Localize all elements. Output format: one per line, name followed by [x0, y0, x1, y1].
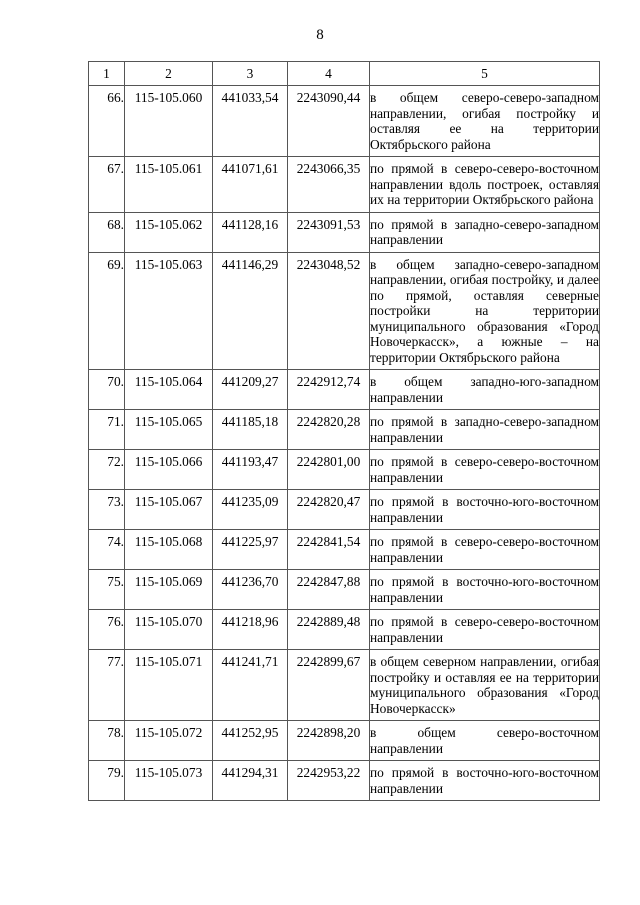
row-number: 66.	[89, 86, 125, 157]
row-number: 68.	[89, 212, 125, 252]
table-row	[89, 721, 600, 761]
header-col-3: 3	[213, 62, 288, 86]
row-number: 76.	[89, 610, 125, 650]
x-coordinate: 441209,27	[213, 370, 288, 410]
boundary-description: по прямой в западно-северо-западном направлении	[370, 212, 600, 252]
boundary-description: в общем северо-северо-западном направлении, огибая постройку и оставляя ее на территории Октябрьского района	[370, 86, 600, 157]
y-coordinate: 2243066,35	[288, 157, 370, 213]
point-id: 115-105.063	[125, 252, 213, 370]
boundary-description: в общем северо-восточном направлении	[370, 721, 600, 761]
row-number: 67.	[89, 157, 125, 213]
row-number: 73.	[89, 490, 125, 530]
y-coordinate: 2242820,28	[288, 410, 370, 450]
x-coordinate: 441185,18	[213, 410, 288, 450]
header-col-2: 2	[125, 62, 213, 86]
row-number: 71.	[89, 410, 125, 450]
x-coordinate: 441241,71	[213, 650, 288, 721]
table-row	[89, 370, 600, 410]
y-coordinate: 2243048,52	[288, 252, 370, 370]
point-id: 115-105.070	[125, 610, 213, 650]
point-id: 115-105.073	[125, 761, 213, 801]
table-row	[89, 530, 600, 570]
y-coordinate: 2242847,88	[288, 570, 370, 610]
boundary-description: в общем северном направлении, огибая постройку и оставляя ее на территории муниципального образования «Город Новочеркасск»	[370, 650, 600, 721]
boundary-description: по прямой в восточно-юго-восточном направлении	[370, 761, 600, 801]
row-number: 74.	[89, 530, 125, 570]
boundary-description: по прямой в восточно-юго-восточном направлении	[370, 490, 600, 530]
boundary-coordinates-table	[88, 61, 600, 801]
boundary-description: по прямой в северо-северо-восточном направлении	[370, 450, 600, 490]
row-number: 75.	[89, 570, 125, 610]
y-coordinate: 2242841,54	[288, 530, 370, 570]
y-coordinate: 2242898,20	[288, 721, 370, 761]
table-row	[89, 450, 600, 490]
x-coordinate: 441146,29	[213, 252, 288, 370]
table-row	[89, 610, 600, 650]
table-header-row	[89, 62, 600, 86]
boundary-description: по прямой в северо-северо-восточном направлении вдоль построек, оставляя их на территории Октябрьского района	[370, 157, 600, 213]
x-coordinate: 441294,31	[213, 761, 288, 801]
table-row	[89, 761, 600, 801]
x-coordinate: 441193,47	[213, 450, 288, 490]
x-coordinate: 441236,70	[213, 570, 288, 610]
x-coordinate: 441033,54	[213, 86, 288, 157]
y-coordinate: 2242953,22	[288, 761, 370, 801]
y-coordinate: 2242912,74	[288, 370, 370, 410]
table-row	[89, 157, 600, 213]
point-id: 115-105.061	[125, 157, 213, 213]
x-coordinate: 441225,97	[213, 530, 288, 570]
y-coordinate: 2243091,53	[288, 212, 370, 252]
point-id: 115-105.068	[125, 530, 213, 570]
point-id: 115-105.066	[125, 450, 213, 490]
row-number: 78.	[89, 721, 125, 761]
x-coordinate: 441218,96	[213, 610, 288, 650]
boundary-description: в общем западно-юго-западном направлении	[370, 370, 600, 410]
row-number: 79.	[89, 761, 125, 801]
row-number: 72.	[89, 450, 125, 490]
point-id: 115-105.065	[125, 410, 213, 450]
point-id: 115-105.069	[125, 570, 213, 610]
table-row	[89, 490, 600, 530]
x-coordinate: 441128,16	[213, 212, 288, 252]
point-id: 115-105.062	[125, 212, 213, 252]
header-col-1: 1	[89, 62, 125, 86]
point-id: 115-105.060	[125, 86, 213, 157]
row-number: 70.	[89, 370, 125, 410]
row-number: 69.	[89, 252, 125, 370]
boundary-description: по прямой в северо-северо-восточном направлении	[370, 530, 600, 570]
boundary-description: в общем западно-северо-западном направлении, огибая постройку, и далее по прямой, оставляя северные постройки на территории муниципального образования «Город Новочеркасск», а южные – на территории Октябрьского района	[370, 252, 600, 370]
y-coordinate: 2242801,00	[288, 450, 370, 490]
table-row	[89, 86, 600, 157]
page-number: 8	[316, 27, 324, 43]
point-id: 115-105.071	[125, 650, 213, 721]
row-number: 77.	[89, 650, 125, 721]
table-row	[89, 212, 600, 252]
y-coordinate: 2242899,67	[288, 650, 370, 721]
boundary-description: по прямой в западно-северо-западном направлении	[370, 410, 600, 450]
header-col-4: 4	[288, 62, 370, 86]
boundary-description: по прямой в восточно-юго-восточном направлении	[370, 570, 600, 610]
x-coordinate: 441235,09	[213, 490, 288, 530]
table-row	[89, 570, 600, 610]
table-row	[89, 650, 600, 721]
y-coordinate: 2242889,48	[288, 610, 370, 650]
point-id: 115-105.072	[125, 721, 213, 761]
table-body	[89, 86, 600, 801]
point-id: 115-105.067	[125, 490, 213, 530]
point-id: 115-105.064	[125, 370, 213, 410]
boundary-description: по прямой в северо-северо-восточном направлении	[370, 610, 600, 650]
y-coordinate: 2243090,44	[288, 86, 370, 157]
header-col-5: 5	[370, 62, 600, 86]
table-row	[89, 410, 600, 450]
x-coordinate: 441071,61	[213, 157, 288, 213]
y-coordinate: 2242820,47	[288, 490, 370, 530]
x-coordinate: 441252,95	[213, 721, 288, 761]
table-row	[89, 252, 600, 370]
